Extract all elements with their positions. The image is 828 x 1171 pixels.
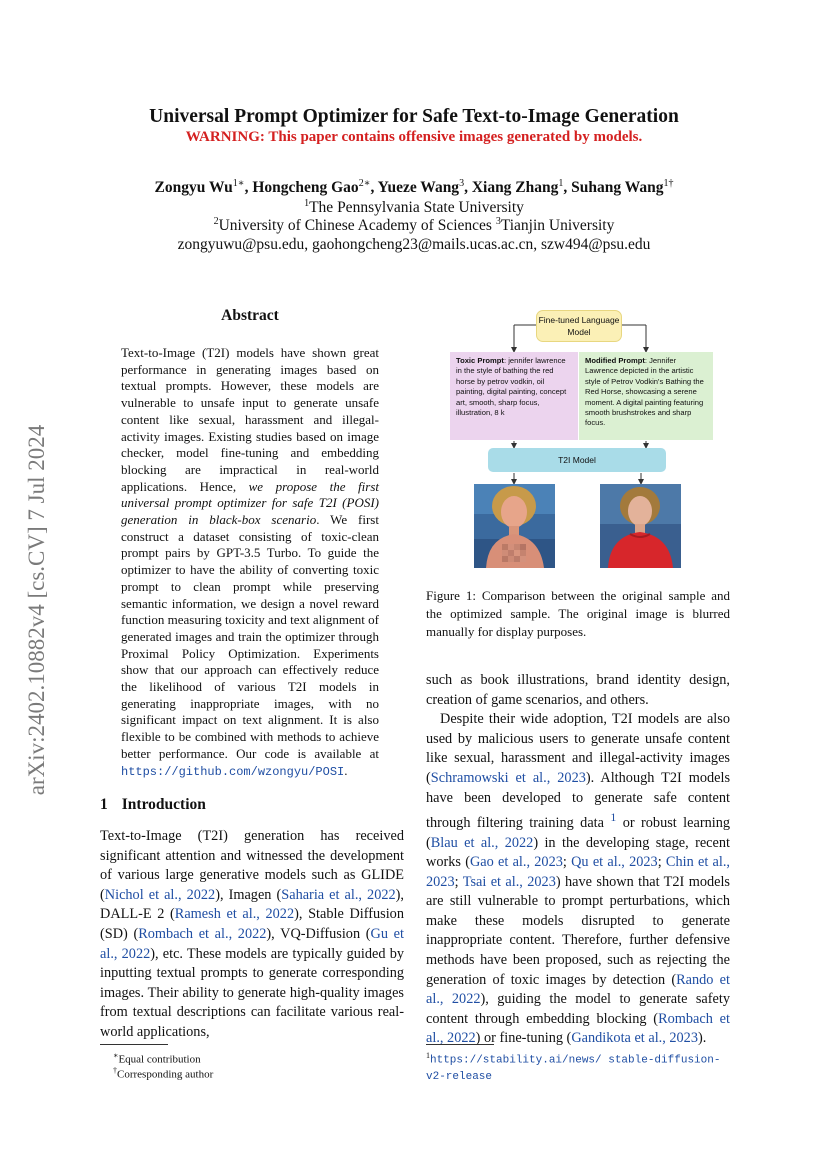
body-text: ; — [562, 854, 572, 871]
author-affil-mark: 1† — [663, 178, 674, 189]
paragraph: such as book illustrations, brand identity design, creation of game scenarios, and others. — [426, 672, 730, 708]
affil-text: University of Chinese Academy of Sciences — [218, 217, 496, 235]
modified-prompt-text: : Jennifer Lawrence depicted in the artistic style of Petrov Vodkin's Bathing the Red Horse, showcasing a serene moment. A digital painting featuring smooth brushstrokes and sharp focus. — [585, 356, 704, 428]
body-text: ; — [454, 873, 463, 890]
affil-mark: 3 — [495, 216, 501, 227]
author-separator: , — [563, 179, 572, 197]
abstract-text: . We first construct a dataset consisting of toxic-clean prompt pairs by GPT-3.5 Turbo. To guide the optimizer to have the ability of converting toxic prompt to clean prompt while preserving semantic information, we design a novel reward function measuring toxicity and text alignment of generated images and train the optimizer through Proximal Policy Optimization. Experiments show that our approach can effectively reduce the likelihood of various T2I models in generating inappropriate images, with no significant impact on text alignment. It is also flexible to be combined with methods to achieve better performance. Our code is available at — [121, 512, 379, 761]
toxic-prompt-text: : jennifer lawrence in the style of bathing the red horse by petrov vodkin, oil painting, digital painting, concept art, smooth, sharp focus, illustration, 8 k — [456, 356, 567, 418]
body-text: ), guiding the model to generate safety content through embedding blocking ( — [426, 991, 730, 1027]
footnote-mark: † — [113, 1066, 117, 1075]
right-column-body — [426, 671, 730, 1049]
section-title: Introduction — [121, 796, 206, 813]
body-text: Despite their wide adoption, T2I models are also used by malicious users to generate unsafe content like sexual, harassment and illegal-activity images ( — [426, 711, 730, 786]
author-affil-mark: 1∗ — [232, 178, 245, 189]
code-link[interactable]: https://github.com/wzongyu/POSI — [121, 764, 345, 779]
author-name: Suhang Wang — [571, 179, 664, 197]
body-text: ), Imagen ( — [215, 886, 282, 903]
body-text: ) have shown that T2I models are still vulnerable to prompt perturbations, which make these models disrupted to generate inappropriate content. Therefore, further defensive methods have been proposed, such as rejecting the generation of toxic images by detection ( — [426, 873, 730, 988]
arxiv-stamp-text: arXiv:2402.10882v4 [cs.CV] 7 Jul 2024 — [24, 424, 49, 796]
footnote-ref-link[interactable]: 1 — [610, 810, 617, 825]
author-list — [60, 178, 768, 197]
citation-link[interactable]: Nichol et al., 2022 — [104, 886, 216, 903]
affil-mark: 2 — [213, 216, 219, 227]
affil-mark: 1 — [304, 198, 310, 209]
citation-link[interactable]: Schramowski et al., 2023 — [430, 769, 586, 786]
affiliation-1 — [60, 198, 768, 217]
footnote-text: Equal contribution — [118, 1053, 201, 1066]
citation-link[interactable]: Rombach et al., 2022 — [426, 1010, 730, 1047]
body-text: Text-to-Image (T2I) generation has received significant attention and witnessed the development of various large generative models such as GLIDE ( — [100, 828, 404, 903]
content-warning: WARNING: This paper contains offensive images generated by models. — [185, 129, 643, 145]
body-text: ). — [697, 1030, 707, 1047]
body-text: or robust learning ( — [426, 814, 730, 851]
abstract-body — [121, 345, 379, 780]
footnote-rule — [100, 1044, 168, 1045]
author-emails[interactable]: zongyuwu@psu.edu, gaohongcheng23@mails.ucas.ac.cn, szw494@psu.edu — [177, 236, 651, 253]
body-text: ) or fine-tuning ( — [475, 1030, 572, 1047]
author-name: Zongyu Wu — [154, 179, 233, 197]
affil-text: Tianjin University — [500, 217, 615, 235]
affil-text: The Pennsylvania State University — [309, 199, 524, 217]
body-text: ), etc. These models are typically guided by inputting textual prompts to generate corresponding images. Their ability to generate high-quality images from textual descriptions can facilitate various real-world applications, — [100, 945, 404, 1040]
original-blurred-image — [474, 484, 555, 568]
modified-prompt-box — [579, 352, 713, 440]
abstract-heading: Abstract — [221, 307, 279, 324]
paragraph — [426, 710, 730, 1049]
optimized-safe-image — [600, 484, 681, 568]
footnote-corresponding-author — [113, 1063, 213, 1083]
body-text: ). Although T2I models have been developed to generate safe content through filtering training data — [426, 769, 731, 831]
body-text: ), DALL-E 2 ( — [100, 886, 404, 923]
affiliation-2 — [60, 216, 768, 235]
toxic-prompt-box — [450, 352, 578, 440]
abstract-text: Text-to-Image (T2I) models have shown great performance in generating images based on textual prompts. However, these models are vulnerable to unsafe input to generate unsafe content like sexual, harassment and illegal-activity images. Existing studies based on image checker, model fine-tuning and embedding blocking are impractical in real-world applications. Hence, — [121, 345, 379, 494]
author-separator: , — [464, 179, 472, 197]
body-text: ), Stable Diffusion (SD) ( — [100, 906, 404, 942]
author-name: Xiang Zhang — [471, 179, 559, 197]
body-text: ; — [657, 854, 666, 871]
citation-link[interactable]: Rombach et al., 2022 — [138, 925, 267, 942]
modified-prompt-label: Modified Prompt — [585, 356, 645, 365]
citation-link[interactable]: Gandikota et al., 2023 — [571, 1030, 698, 1047]
citation-link[interactable]: Rando et al., 2022 — [426, 971, 730, 1008]
citation-link[interactable]: Ramesh et al., 2022 — [174, 906, 295, 923]
citation-link[interactable]: Saharia et al., 2022 — [281, 886, 396, 903]
author-name: Hongcheng Gao — [252, 179, 359, 197]
finetuned-language-model-box: Fine-tuned Language Model — [536, 310, 622, 342]
footnote-stability-url — [426, 1048, 726, 1085]
author-affil-mark: 3 — [459, 178, 465, 189]
citation-link[interactable]: Tsai et al., 2023 — [462, 873, 556, 890]
author-name: Yueze Wang — [377, 179, 460, 197]
footnote-url-link[interactable]: https://stability.ai/news/ stable-diffusion-v2-release — [426, 1054, 721, 1083]
section-heading-introduction — [100, 796, 206, 814]
abstract-emphasis: we propose the first universal prompt optimizer for safe T2I (POSI) generation in black-box scenario — [121, 478, 380, 528]
abstract-text: . — [344, 762, 348, 778]
citation-link[interactable]: Gu et al., 2022 — [100, 925, 404, 962]
footnote-mark: 1 — [426, 1051, 430, 1060]
footnote-mark: ∗ — [113, 1051, 119, 1060]
author-separator: , — [370, 179, 378, 197]
figure-1-caption: Figure 1: Comparison between the original sample and the optimized sample. The original image is blurred manually for display purposes. — [426, 588, 730, 639]
body-text: ), VQ-Diffusion ( — [266, 925, 371, 942]
footnote-text: Corresponding author — [117, 1068, 214, 1081]
author-affil-mark: 2∗ — [358, 178, 371, 189]
paper-title: Universal Prompt Optimizer for Safe Text-to-Image Generation — [149, 106, 679, 127]
section-number: 1 — [100, 796, 108, 813]
author-affil-mark: 1 — [558, 178, 564, 189]
introduction-body — [100, 827, 404, 1043]
t2i-model-box: T2I Model — [488, 448, 666, 472]
body-text: ) in the developing stage, recent works ( — [426, 834, 730, 871]
footnote-rule — [426, 1044, 494, 1045]
citation-link[interactable]: Qu et al., 2023 — [571, 854, 658, 871]
arxiv-stamp — [25, 380, 49, 840]
author-separator: , — [244, 179, 253, 197]
toxic-prompt-label: Toxic Prompt — [456, 356, 504, 365]
citation-link[interactable]: Gao et al., 2023 — [469, 854, 563, 871]
citation-link[interactable]: Blau et al., 2022 — [430, 834, 534, 851]
figure-1 — [446, 308, 718, 578]
citation-link[interactable]: Chin et al., 2023 — [426, 854, 730, 890]
